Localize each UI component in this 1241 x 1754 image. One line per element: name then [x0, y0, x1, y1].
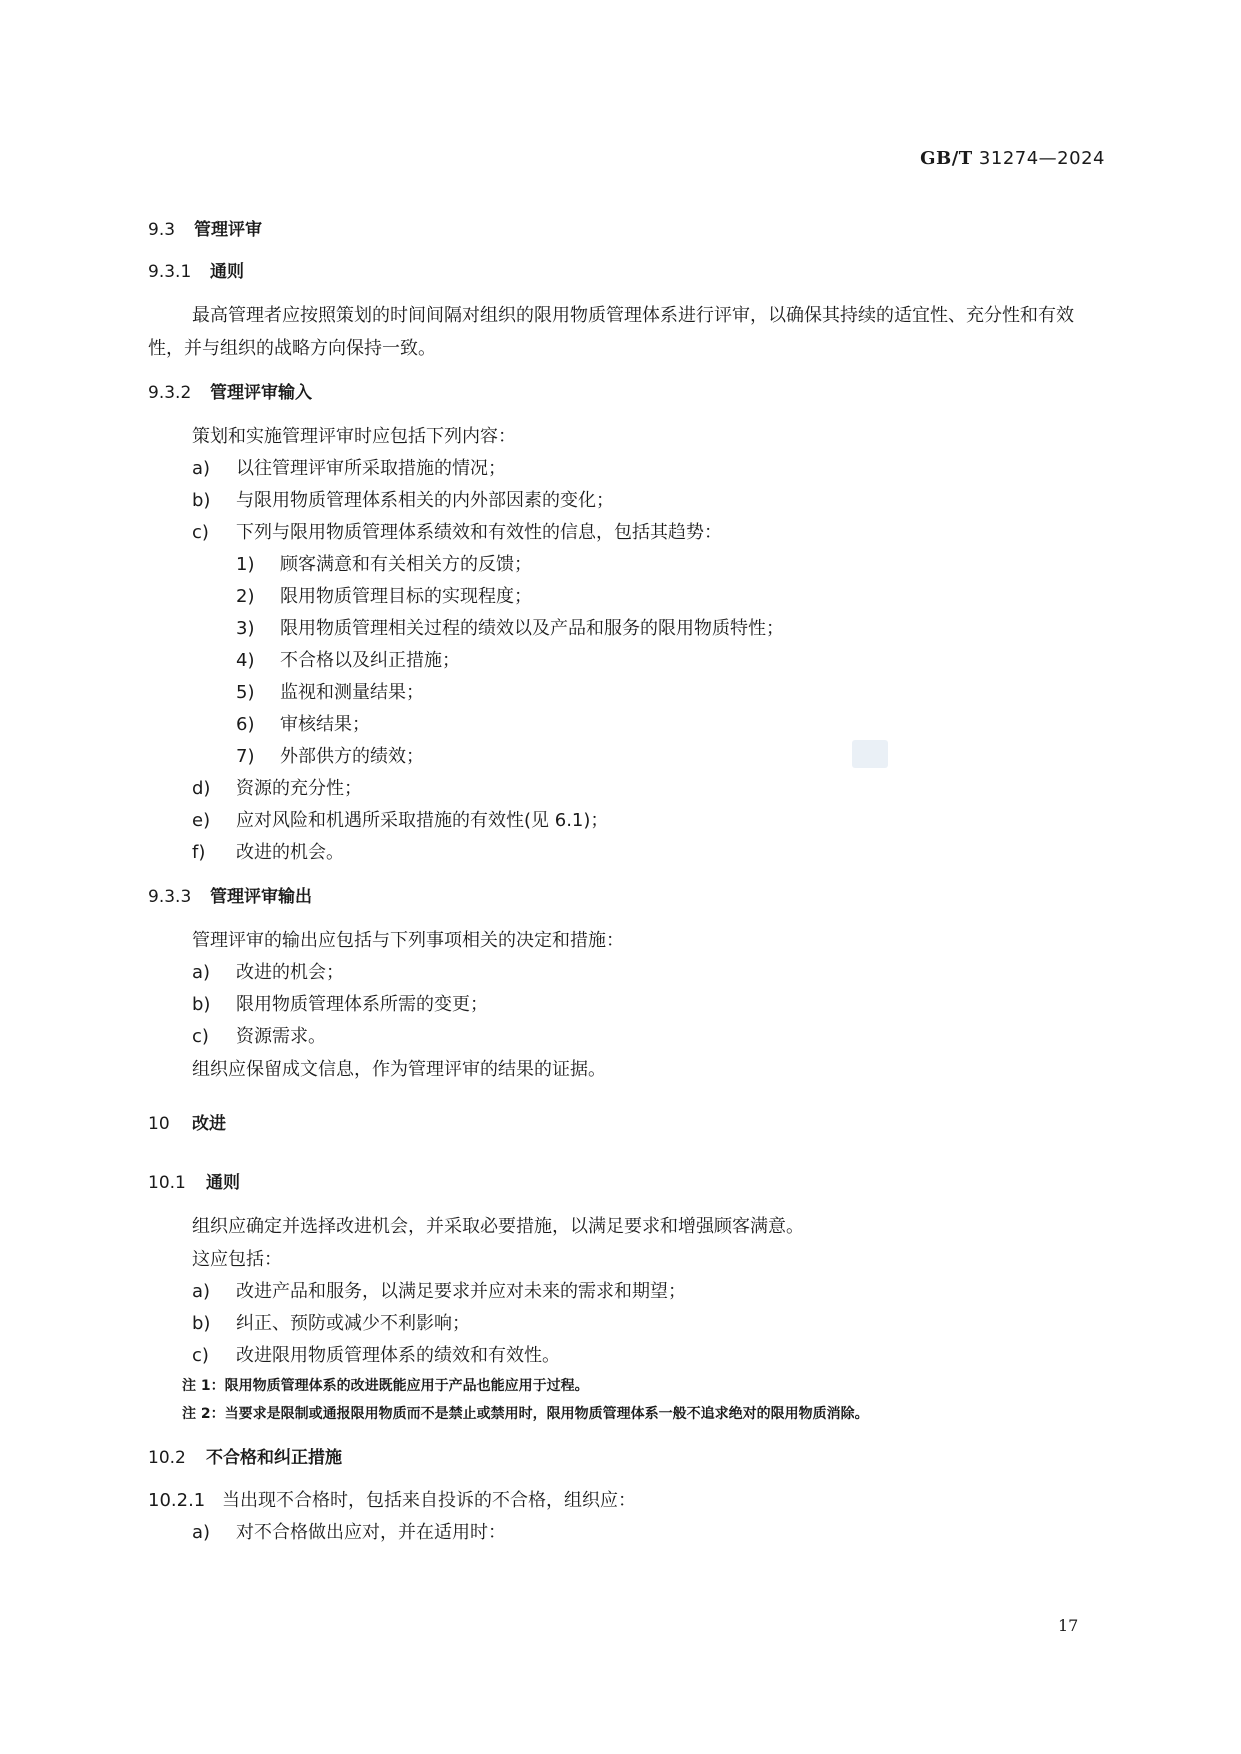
sub-list-item: [148, 613, 1104, 645]
heading-title: 管理评审输出: [210, 887, 312, 907]
list-text: 顾客满意和有关相关方的反馈；: [280, 554, 532, 575]
list-text: 外部供方的绩效；: [280, 746, 424, 767]
list-text: 对不合格做出应对，并在适用时：: [236, 1522, 506, 1543]
list-item: [148, 485, 1104, 517]
heading-title: 改进: [192, 1114, 226, 1134]
list-text: 纠正、预防或减少不利影响；: [236, 1313, 470, 1334]
list-text: 限用物质管理相关过程的绩效以及产品和服务的限用物质特性；: [280, 618, 784, 639]
note: 注 2：当要求是限制或通报限用物质而不是禁止或禁用时，限用物质管理体系一般不追求绝对的限用物质消除。: [182, 1406, 869, 1422]
paragraph: 组织应确定并选择改进机会，并采取必要措施，以满足要求和增强顾客满意。: [192, 1216, 804, 1237]
paragraph: 管理评审的输出应包括与下列事项相关的决定和措施：: [192, 930, 624, 951]
sub-list-item: [148, 709, 1104, 741]
list-item: [148, 1517, 1104, 1549]
list-label: a): [192, 458, 211, 479]
list-label: b): [192, 490, 211, 511]
heading-number: 10.1: [148, 1173, 186, 1193]
heading-10: [148, 1116, 1104, 1133]
list-label: 4): [236, 650, 255, 671]
list-label: a): [192, 1281, 211, 1302]
standard-number: 31274—2024: [978, 148, 1105, 169]
list-item: [148, 805, 1104, 837]
list-text: 监视和测量结果；: [280, 682, 424, 703]
heading-10-2: [148, 1450, 1104, 1467]
list-item: [148, 1308, 1104, 1340]
heading-9-3-1: [148, 264, 1104, 281]
sub-list-item: [148, 677, 1104, 709]
list-label: b): [192, 994, 211, 1015]
heading-number: 9.3.2: [148, 383, 192, 403]
list-text: 资源需求。: [236, 1026, 326, 1047]
list-text: 资源的充分性；: [236, 778, 362, 799]
list-text: 应对风险和机遇所采取措施的有效性(见 6.1)；: [236, 810, 609, 831]
standard-code: [920, 148, 1105, 169]
heading-number: 10.2: [148, 1448, 186, 1468]
sub-list-item: [148, 741, 1104, 773]
heading-number: 9.3.3: [148, 887, 192, 907]
list-label: 2): [236, 586, 255, 607]
list-text: 限用物质管理体系所需的变更；: [236, 994, 488, 1015]
clause-number: 10.2.1: [148, 1490, 206, 1511]
sub-list-item: [148, 581, 1104, 613]
list-item: [148, 1340, 1104, 1372]
list-label: 5): [236, 682, 255, 703]
list-label: 1): [236, 554, 255, 575]
list-item: [148, 1021, 1104, 1053]
list-text: 审核结果；: [280, 714, 370, 735]
list-text: 改进的机会。: [236, 842, 344, 863]
page-number: 17: [1058, 1616, 1079, 1635]
list-text: 与限用物质管理体系相关的内外部因素的变化；: [236, 490, 614, 511]
standard-prefix: GB/T: [920, 148, 973, 169]
heading-title: 管理评审输入: [210, 383, 312, 403]
sub-list-item: [148, 645, 1104, 677]
list-label: 6): [236, 714, 255, 735]
list-item: [148, 1276, 1104, 1308]
list-item: [148, 989, 1104, 1021]
list-label: a): [192, 1522, 211, 1543]
heading-number: 9.3: [148, 220, 176, 240]
list-item: [148, 837, 1104, 869]
list-item: [148, 517, 1104, 549]
paragraph: 策划和实施管理评审时应包括下列内容：: [192, 426, 516, 447]
list-text: 以往管理评审所采取措施的情况；: [236, 458, 506, 479]
clause-10-2-1: [148, 1485, 1104, 1517]
heading-title: 管理评审: [194, 220, 262, 240]
note: 注 1：限用物质管理体系的改进既能应用于产品也能应用于过程。: [182, 1378, 589, 1394]
heading-title: 通则: [210, 262, 244, 282]
heading-title: 不合格和纠正措施: [206, 1448, 342, 1468]
list-text: 改进限用物质管理体系的绩效和有效性。: [236, 1345, 560, 1366]
list-label: c): [192, 1026, 209, 1047]
list-label: a): [192, 962, 211, 983]
list-text: 限用物质管理目标的实现程度；: [280, 586, 532, 607]
list-text: 改进的机会；: [236, 962, 344, 983]
list-label: f): [192, 842, 206, 863]
list-label: d): [192, 778, 211, 799]
paragraph: 组织应保留成文信息，作为管理评审的结果的证据。: [192, 1059, 606, 1080]
sub-list-item: [148, 549, 1104, 581]
heading-9-3: [148, 222, 1104, 239]
list-label: 7): [236, 746, 255, 767]
list-label: 3): [236, 618, 255, 639]
list-text: 不合格以及纠正措施；: [280, 650, 460, 671]
list-item: [148, 453, 1104, 485]
list-label: c): [192, 522, 209, 543]
paragraph: 最高管理者应按照策划的时间间隔对组织的限用物质管理体系进行评审，以确保其持续的适宜性、充分性和有效性，并与组织的战略方向保持一致。: [148, 305, 1074, 359]
list-label: e): [192, 810, 211, 831]
heading-number: 10: [148, 1114, 170, 1134]
list-text: 下列与限用物质管理体系绩效和有效性的信息，包括其趋势：: [236, 522, 722, 543]
heading-9-3-2: [148, 385, 1104, 402]
heading-number: 9.3.1: [148, 262, 192, 282]
clause-text: 当出现不合格时，包括来自投诉的不合格，组织应：: [222, 1490, 636, 1511]
list-item: [148, 957, 1104, 989]
heading-title: 通则: [206, 1173, 240, 1193]
list-label: b): [192, 1313, 211, 1334]
paragraph: 这应包括：: [192, 1249, 282, 1270]
list-item: [148, 773, 1104, 805]
heading-9-3-3: [148, 889, 1104, 906]
heading-10-1: [148, 1175, 1104, 1192]
document-body: [148, 222, 1104, 1549]
list-text: 改进产品和服务，以满足要求并应对未来的需求和期望；: [236, 1281, 686, 1302]
list-label: c): [192, 1345, 209, 1366]
